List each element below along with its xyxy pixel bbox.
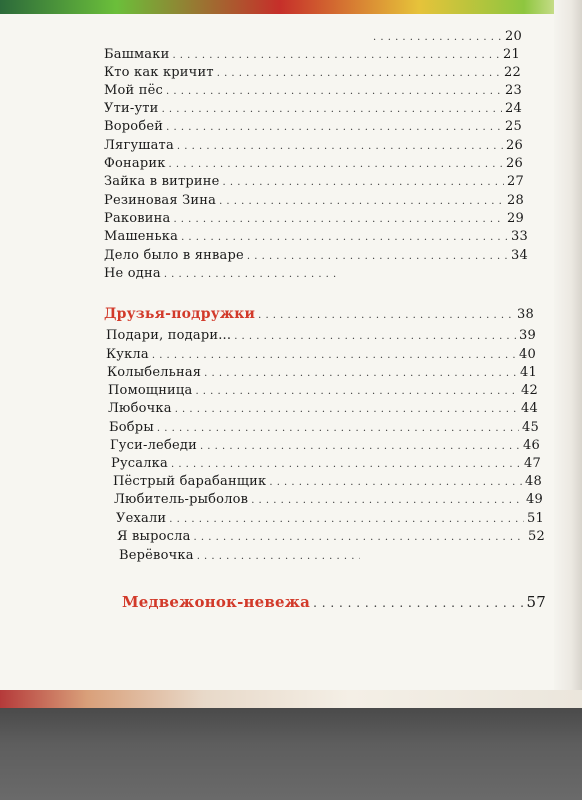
- leader-dots: [200, 441, 520, 452]
- leader-dots: [204, 368, 517, 379]
- toc-page-number: 41: [520, 365, 537, 380]
- leader-dots: [217, 68, 501, 79]
- toc-page-number: 40: [519, 347, 536, 362]
- toc-row: [104, 65, 521, 80]
- toc-title: Мой пёс: [104, 83, 163, 98]
- toc-row: [108, 383, 538, 398]
- toc-title: Гуси-лебеди: [110, 438, 197, 453]
- toc-page-number: 33: [511, 229, 528, 244]
- leader-dots: [169, 159, 504, 170]
- colored-top-stripe: [0, 0, 582, 14]
- toc-page-number: 49: [526, 492, 543, 507]
- toc-row: [104, 138, 523, 153]
- toc-title: Фонарик: [104, 156, 166, 171]
- toc-row: [106, 328, 536, 343]
- leader-dots: [258, 310, 514, 321]
- toc-row: [111, 456, 541, 471]
- toc-title: Верёвочка: [119, 548, 194, 563]
- toc-title: Уехали: [116, 511, 167, 526]
- toc-page-number: 34: [511, 248, 528, 263]
- toc-row: [104, 47, 520, 62]
- leader-dots: [251, 495, 523, 506]
- toc-title: Любочка: [108, 401, 172, 416]
- toc-page-number: 52: [528, 529, 545, 544]
- toc-row: [104, 266, 344, 281]
- leader-dots: [157, 423, 519, 434]
- toc-row: [104, 101, 522, 116]
- section-title: Друзья-подружки: [104, 306, 256, 322]
- leader-dots: [166, 122, 502, 133]
- toc-continuation-row: [370, 29, 522, 44]
- toc-section-heading: [122, 593, 546, 611]
- toc-row: [119, 548, 363, 563]
- leader-dots: [181, 232, 508, 243]
- toc-page-number: 21: [503, 47, 520, 62]
- toc-title: Я выросла: [117, 529, 191, 544]
- toc-title: Резиновая Зина: [104, 193, 217, 208]
- toc-title: Кто как кричит: [104, 65, 214, 80]
- toc-row: [104, 83, 522, 98]
- toc-row: [110, 438, 540, 453]
- leader-dots: [169, 514, 524, 525]
- toc-title: Колыбельная: [107, 365, 202, 380]
- toc-title: Дело было в январе: [104, 248, 244, 263]
- toc-page-number: 26: [506, 138, 523, 153]
- toc-page-number: 23: [505, 83, 522, 98]
- toc-title: Раковина: [104, 211, 171, 226]
- leader-dots: [171, 459, 521, 470]
- toc-page-number: 42: [521, 383, 538, 398]
- toc-page-number: 51: [527, 511, 544, 526]
- toc-row: [116, 511, 544, 526]
- toc-row: [104, 248, 528, 263]
- leader-dots: [162, 104, 502, 115]
- leader-dots: [247, 251, 508, 262]
- toc-title: Лягушата: [104, 138, 174, 153]
- toc-row: [114, 492, 543, 507]
- toc-title: Воробей: [104, 119, 164, 134]
- leader-dots: [269, 477, 522, 488]
- toc-row: [104, 229, 528, 244]
- toc-row: [108, 401, 538, 416]
- toc-page-number: 47: [524, 456, 541, 471]
- toc-page-number: 57: [526, 593, 546, 611]
- toc-page-number: 39: [519, 328, 536, 343]
- toc-row: [113, 474, 542, 489]
- leader-dots: [197, 551, 360, 562]
- toc-title: Бобры: [109, 420, 154, 435]
- leader-dots: [313, 596, 523, 610]
- toc-page-number: 38: [517, 307, 534, 322]
- toc-row: [104, 119, 522, 134]
- toc-row: [109, 420, 539, 435]
- leader-dots: [195, 386, 518, 397]
- toc-title: Зайка в витрине: [104, 174, 220, 189]
- toc-section-heading: [104, 306, 534, 322]
- leader-dots: [219, 196, 504, 207]
- toc-row: [104, 156, 523, 171]
- toc-title: Ути-ути: [104, 101, 159, 116]
- toc-row: [104, 193, 524, 208]
- toc-page-number: 28: [507, 193, 524, 208]
- toc-title: Русалка: [111, 456, 168, 471]
- toc-title: Подари, подари...: [106, 328, 232, 343]
- toc-page-number: 25: [505, 119, 522, 134]
- leader-dots: [173, 214, 504, 225]
- toc-page-number: 22: [504, 65, 521, 80]
- toc-page-number: 44: [521, 401, 538, 416]
- toc-page-number: 26: [506, 156, 523, 171]
- toc-row: [104, 211, 524, 226]
- toc-page-number: 45: [522, 420, 539, 435]
- toc-row: [107, 365, 537, 380]
- leader-dots: [234, 331, 516, 342]
- toc-title: Пёстрый барабанщик: [113, 474, 267, 489]
- leader-dots: [373, 32, 502, 43]
- bottom-color-band: [0, 690, 582, 710]
- leader-dots: [175, 404, 518, 415]
- leader-dots: [177, 141, 503, 152]
- section-title: Медвежонок-невежа: [122, 593, 311, 611]
- leader-dots: [164, 269, 341, 280]
- leader-dots: [166, 86, 502, 97]
- toc-page-number: 20: [505, 29, 522, 44]
- toc-page-number: 29: [507, 211, 524, 226]
- toc-title: Не одна: [104, 266, 161, 281]
- toc-title: Любитель-рыболов: [114, 492, 249, 507]
- leader-dots: [194, 532, 526, 543]
- toc-title: Помощница: [108, 383, 193, 398]
- toc-row: [117, 529, 545, 544]
- leader-dots: [223, 177, 505, 188]
- toc-page-number: 24: [505, 101, 522, 116]
- toc-title: Машенька: [104, 229, 179, 244]
- toc-title: Кукла: [106, 347, 149, 362]
- toc-title: Башмаки: [104, 47, 170, 62]
- toc-page-number: 48: [525, 474, 542, 489]
- scanner-background: [0, 708, 582, 800]
- toc-row: [106, 347, 536, 362]
- leader-dots: [152, 350, 516, 361]
- leader-dots: [172, 50, 500, 61]
- toc-row: [104, 174, 524, 189]
- toc-page-number: 27: [507, 174, 524, 189]
- toc-page-number: 46: [523, 438, 540, 453]
- page-edge-shadow: [554, 0, 582, 700]
